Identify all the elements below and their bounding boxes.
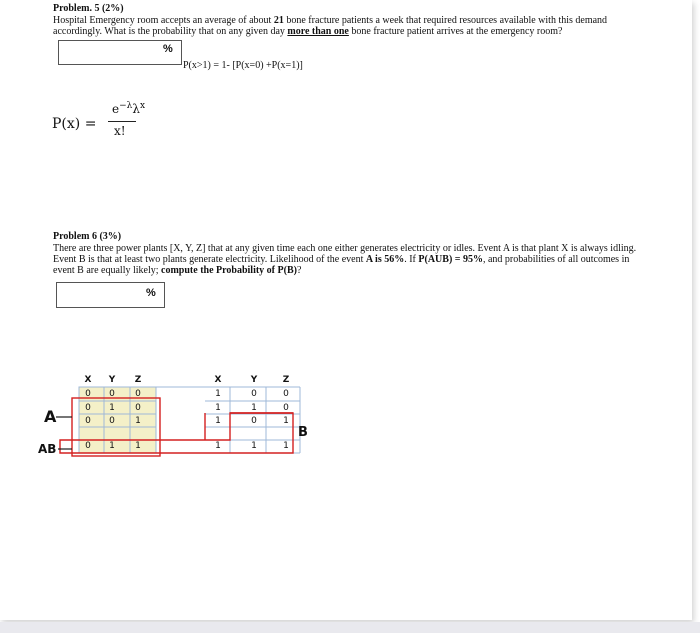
problem5-text-line2: accordingly. What is the probability that on any given day more than one bone fracture patient arrives at the emergency room? xyxy=(53,26,563,37)
left-cell: 1 xyxy=(109,403,115,413)
right-header-z: Z xyxy=(282,375,290,385)
problem6-text-line3: event B are equally likely; compute the Probability of P(B)? xyxy=(53,265,302,276)
right-cell: 0 xyxy=(283,389,289,399)
right-cell: 1 xyxy=(251,403,257,413)
left-header-x: X xyxy=(84,375,92,385)
left-header-y: Y xyxy=(108,375,116,385)
left-cell: 0 xyxy=(85,416,91,426)
right-cell: 1 xyxy=(251,441,257,451)
right-cell: 1 xyxy=(283,416,289,426)
problem6-text-line1: There are three power plants [X, Y, Z] that at any given time each one either generates electricity or idles. Event A is that plant X is always idling. xyxy=(53,243,637,254)
problem6-title: Problem 6 (3%) xyxy=(53,231,122,242)
right-cell: 0 xyxy=(251,389,257,399)
problem6-text-line2: Event B is that at least two plants generate electricity. Likelihood of the event A is 56%. If P(AUB) = 95%, and probabilities of all outcomes in xyxy=(53,254,630,265)
right-header-x: X xyxy=(214,375,222,385)
problem6-percent-sign: % xyxy=(146,287,156,299)
problem5-text-line1: Hospital Emergency room accepts an average of about 21 bone fracture patients a week that required resources available with this demand xyxy=(53,15,608,26)
left-cell: 1 xyxy=(109,441,115,451)
left-cell: 0 xyxy=(85,441,91,451)
problem5-title: Problem. 5 (2%) xyxy=(53,3,124,14)
left-cell: 0 xyxy=(109,416,115,426)
label-pointers xyxy=(56,417,72,449)
left-cell: 0 xyxy=(135,403,141,413)
left-cell: 0 xyxy=(135,389,141,399)
right-header-y: Y xyxy=(250,375,258,385)
right-cell: 1 xyxy=(215,389,221,399)
poisson-formula-lhs: P(x) = xyxy=(52,116,97,132)
event-b-label: B xyxy=(298,425,308,440)
event-ab-label: AB xyxy=(38,442,57,456)
poisson-formula-denominator: x! xyxy=(114,124,126,138)
right-cell: 1 xyxy=(215,403,221,413)
event-a-label: A xyxy=(44,407,57,426)
left-header-z: Z xyxy=(134,375,142,385)
left-cell: 0 xyxy=(85,389,91,399)
left-cell: 0 xyxy=(109,389,115,399)
right-cell: 0 xyxy=(283,403,289,413)
right-cell: 0 xyxy=(251,416,257,426)
left-cell: 0 xyxy=(85,403,91,413)
left-cell: 1 xyxy=(135,441,141,451)
right-cell: 1 xyxy=(283,441,289,451)
left-cell: 1 xyxy=(135,416,141,426)
right-cell: 1 xyxy=(215,441,221,451)
problem5-hint: P(x>1) = 1- [P(x=0) +P(x=1)] xyxy=(183,60,303,71)
right-cell: 1 xyxy=(215,416,221,426)
poisson-formula-numerator: $e^{-\lambda}\lambda^x$ xyxy=(112,101,146,116)
problem5-percent-sign: % xyxy=(163,43,173,55)
